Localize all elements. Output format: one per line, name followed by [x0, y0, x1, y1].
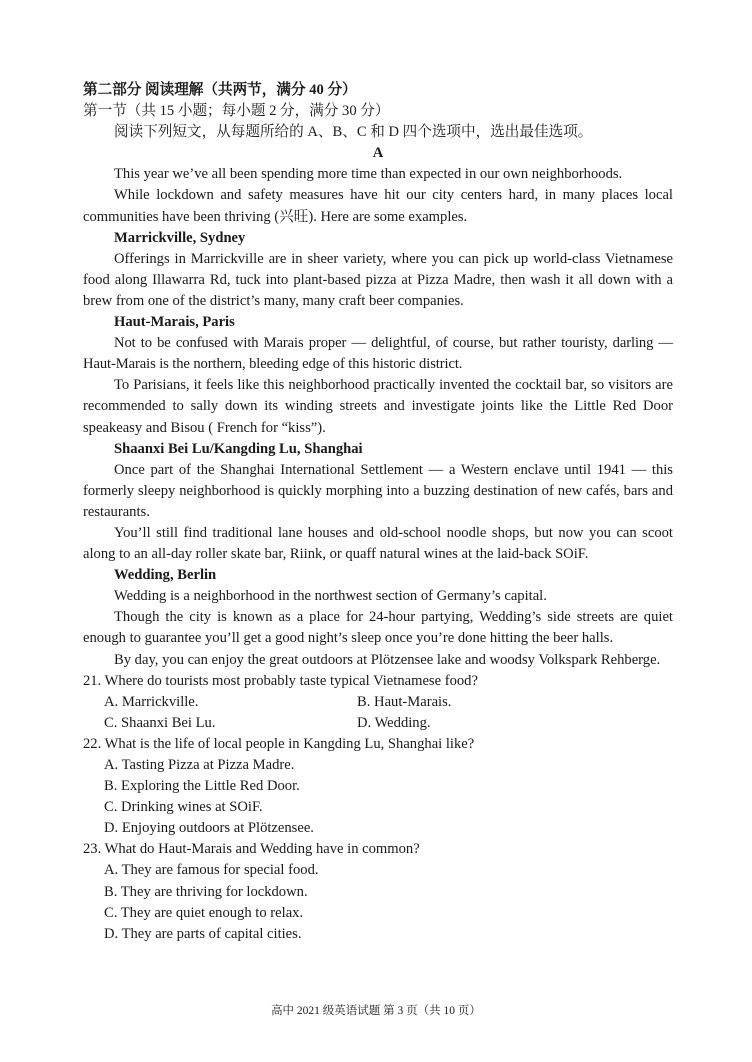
question-21-option-c[interactable]: C. Shaanxi Bei Lu.	[104, 714, 216, 731]
question-21-option-d[interactable]: D. Wedding.	[357, 714, 431, 731]
place-heading-marrickville: Marrickville, Sydney	[114, 229, 246, 246]
haut-marais-paragraph-2: To Parisians, it feels like this neighborhood practically invented the cocktail bar, so visitors are recommended to sally down its winding streets and investigate joints like the Little Red Door speakeasy and Bisou ( French for “kiss”).	[83, 377, 673, 436]
question-22-option-c[interactable]: C. Drinking wines at SOiF.	[104, 799, 263, 816]
question-21-options-row-1	[83, 692, 673, 713]
marrickville-paragraph: Offerings in Marrickville are in sheer variety, where you can pick up world-class Vietnamese food along Illawarra Rd, tuck into plant-based pizza at Pizza Madre, then wash it all down with a brew from one of the district’s many, many craft beer companies.	[83, 250, 673, 309]
wedding-paragraph-2: Though the city is known as a place for 24-hour partying, Wedding’s side streets are quiet enough to guarantee you’ll get a good night’s sleep once you’re done hitting the beer halls.	[83, 609, 673, 647]
haut-marais-paragraph-1: Not to be confused with Marais proper — delightful, of course, but rather touristy, darling — Haut-Marais is the northern, bleeding edge of this historic district.	[83, 335, 673, 373]
place-heading-haut-marais: Haut-Marais, Paris	[114, 314, 235, 331]
question-23-option-b[interactable]: B. They are thriving for lockdown.	[104, 883, 308, 900]
intro-paragraph-1: This year we’ve all been spending more time than expected in our own neighborhoods.	[114, 166, 623, 183]
question-22-stem: 22. What is the life of local people in Kangding Lu, Shanghai like?	[83, 735, 475, 752]
section-instruction: 阅读下列短文，从每题所给的 A、B、C 和 D 四个选项中，选出最佳选项。	[114, 124, 593, 141]
place-heading-shanghai: Shaanxi Bei Lu/Kangding Lu, Shanghai	[114, 440, 363, 457]
question-21-option-a[interactable]: A. Marrickville.	[104, 693, 199, 710]
wedding-paragraph-1: Wedding is a neighborhood in the northwest section of Germany’s capital.	[114, 588, 547, 605]
section-heading: 第二部分 阅读理解（共两节，满分 40 分）	[83, 82, 357, 98]
reading-section	[83, 80, 673, 945]
question-23-option-d[interactable]: D. They are parts of capital cities.	[104, 925, 302, 942]
passage-letter: A	[372, 145, 384, 162]
question-22-option-b[interactable]: B. Exploring the Little Red Door.	[104, 778, 300, 795]
question-21-option-b[interactable]: B. Haut-Marais.	[357, 693, 452, 710]
question-21-stem: 21. Where do tourists most probably taste typical Vietnamese food?	[83, 672, 478, 689]
question-23-option-a[interactable]: A. They are famous for special food.	[104, 862, 319, 879]
question-22-option-d[interactable]: D. Enjoying outdoors at Plötzensee.	[104, 820, 314, 837]
shanghai-paragraph-1: Once part of the Shanghai International Settlement — a Western enclave until 1941 — this formerly sleepy neighborhood is quickly morphing into a buzzing destination of new cafés, bars and restaurants.	[83, 461, 673, 520]
question-21-options-row-2	[83, 713, 673, 734]
question-23-stem: 23. What do Haut-Marais and Wedding have in common?	[83, 841, 420, 858]
wedding-paragraph-3: By day, you can enjoy the great outdoors at Plötzensee lake and woodsy Volkspark Rehberge.	[114, 651, 661, 668]
section-subheading: 第一节（共 15 小题；每小题 2 分，满分 30 分）	[83, 103, 390, 120]
question-23-option-c[interactable]: C. They are quiet enough to relax.	[104, 904, 304, 921]
place-heading-wedding: Wedding, Berlin	[114, 567, 217, 584]
question-22-option-a[interactable]: A. Tasting Pizza at Pizza Madre.	[104, 757, 295, 773]
page-footer: 高中 2021 级英语试题 第 3 页（共 10 页）	[271, 1005, 481, 1017]
intro-paragraph-2: While lockdown and safety measures have hit our city centers hard, in many places local communities have been thriving (兴旺). Here are some examples.	[83, 187, 673, 225]
shanghai-paragraph-2: You’ll still find traditional lane houses and old-school noodle shops, but now you can scoot along to an all-day roller skate bar, Riink, or quaff natural wines at the laid-back SOiF.	[83, 524, 673, 563]
